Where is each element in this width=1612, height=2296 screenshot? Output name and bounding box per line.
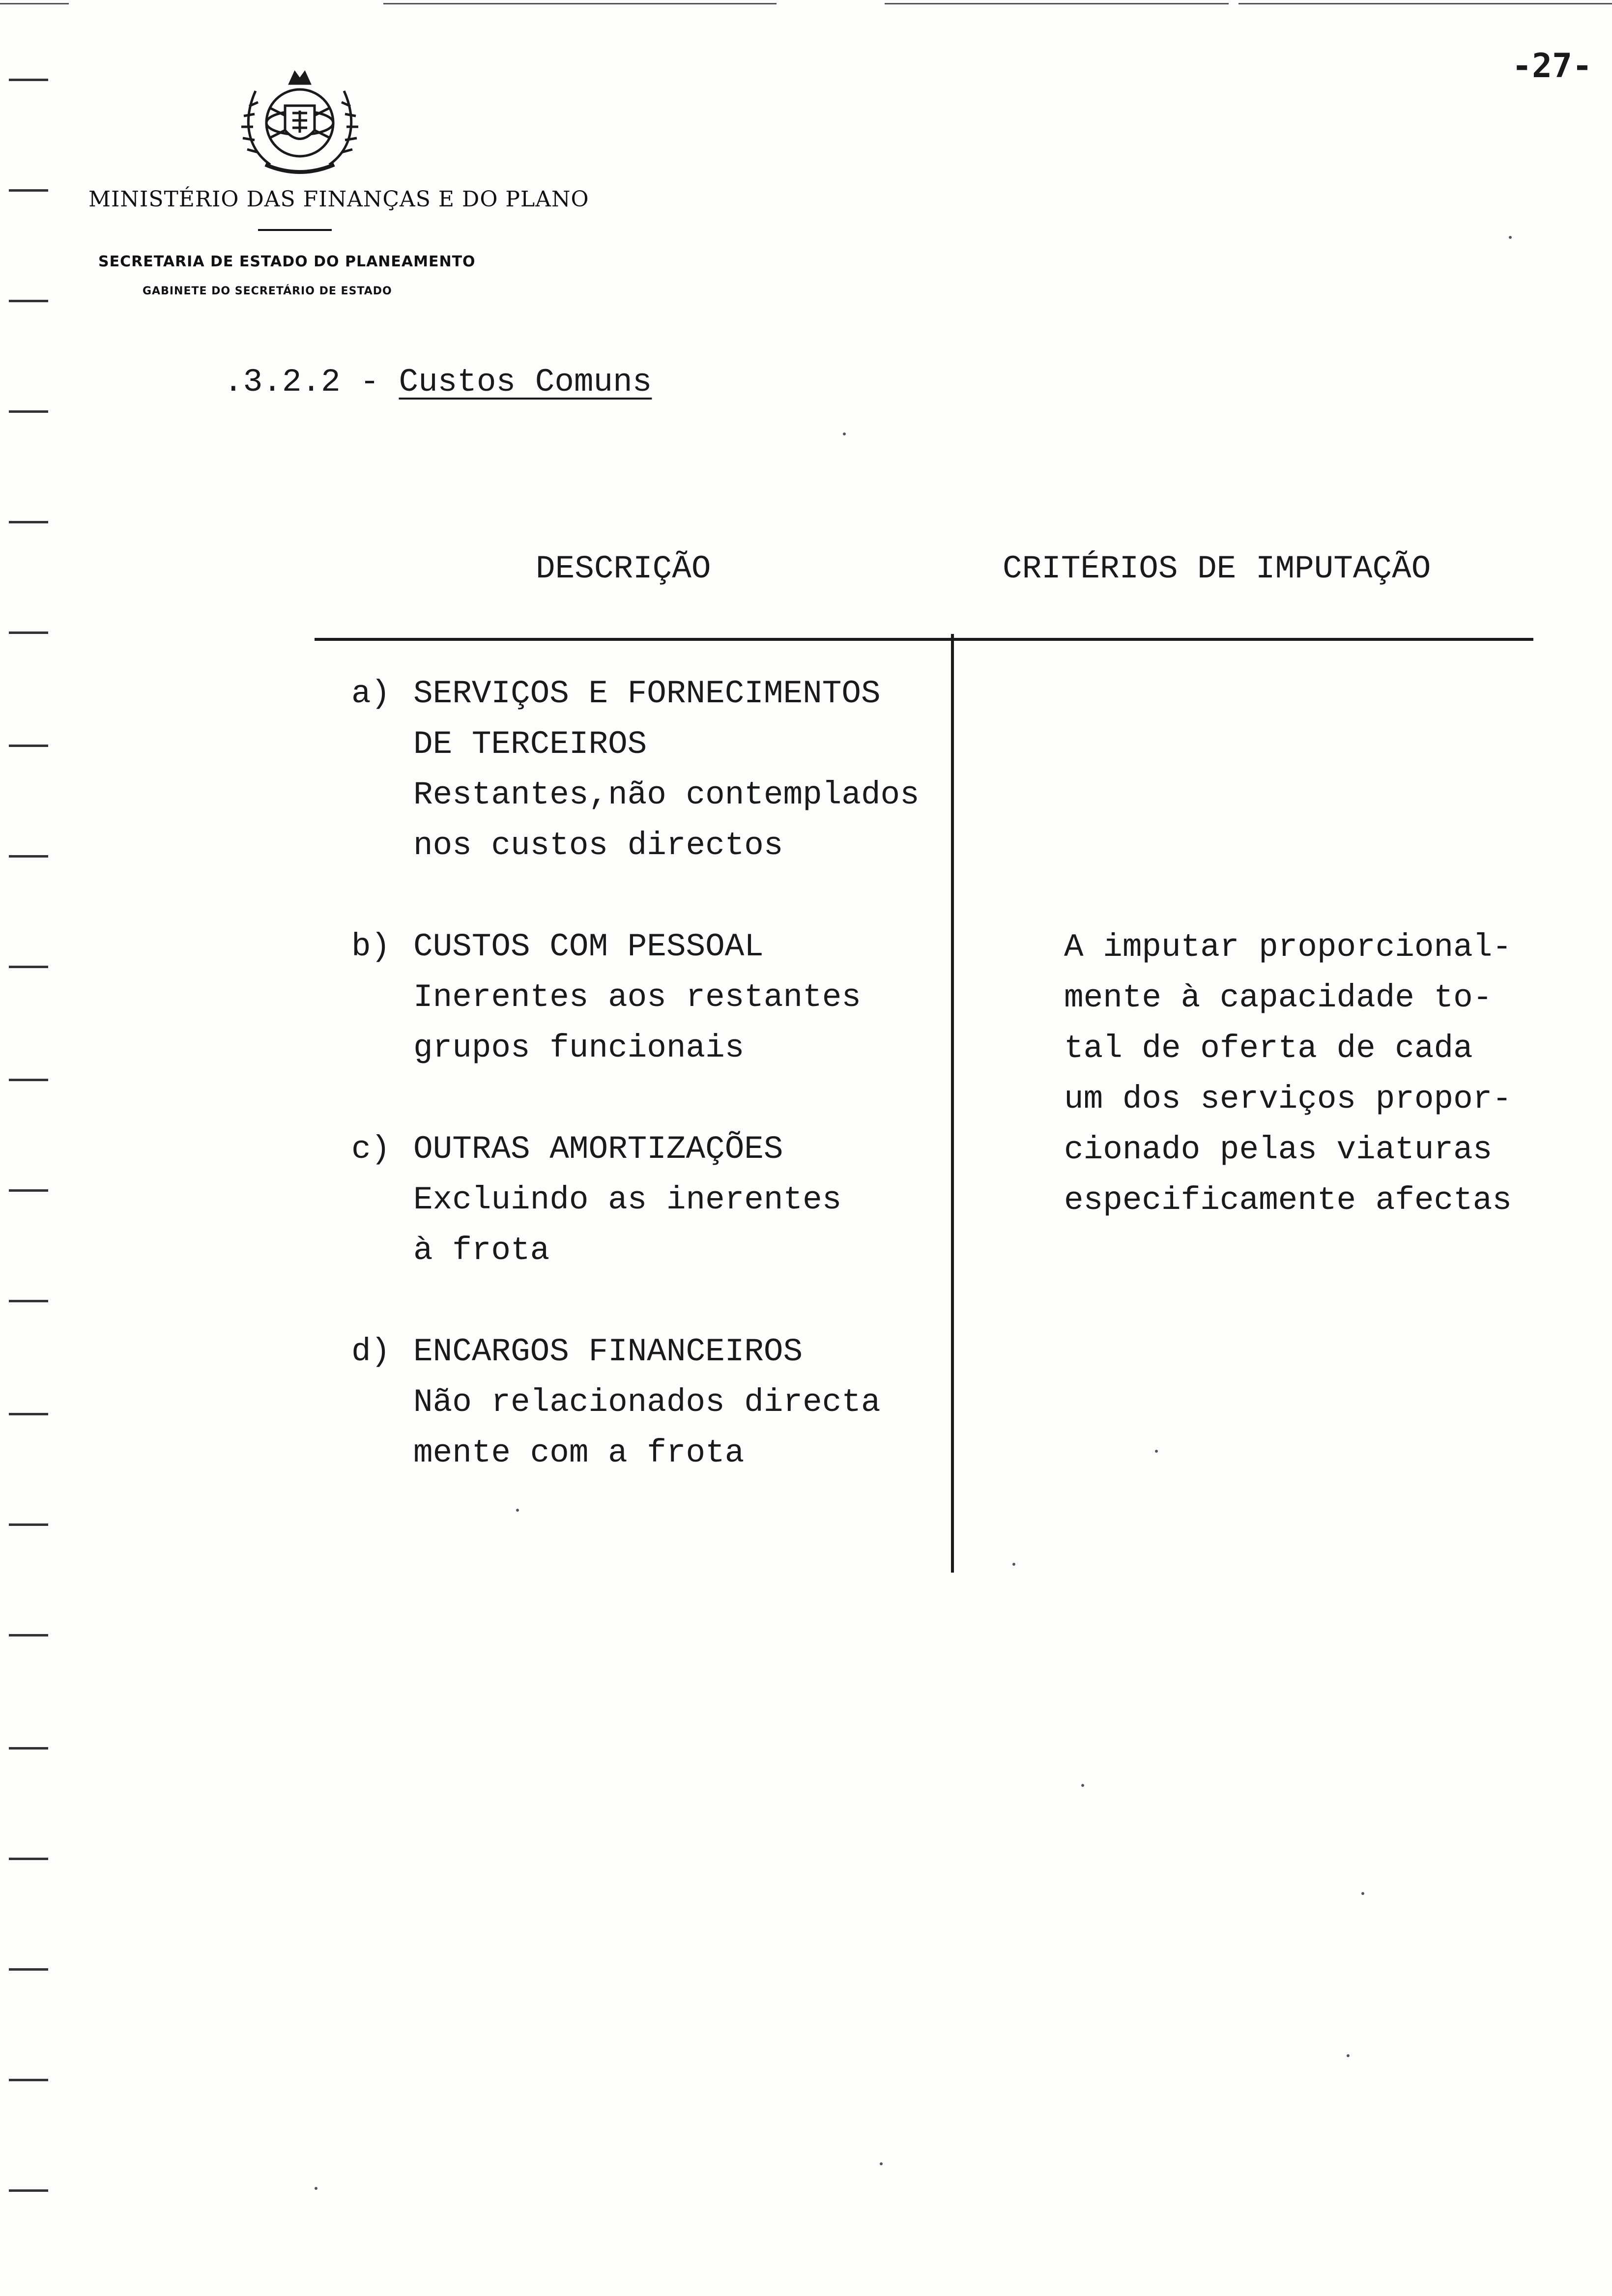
column-header-description: DESCRIÇÃO <box>536 550 711 587</box>
margin-mark <box>9 79 48 81</box>
item-line: grupos funcionais <box>413 1030 745 1066</box>
scan-edge-rule <box>885 3 1229 4</box>
list-item <box>351 921 946 1073</box>
margin-mark <box>9 855 48 858</box>
item-line: OUTRAS AMORTIZAÇÕES <box>413 1131 783 1168</box>
item-line: CUSTOS COM PESSOAL <box>413 928 764 965</box>
item-marker: d) <box>351 1333 391 1370</box>
scan-speck <box>315 2187 317 2190</box>
margin-mark <box>9 2189 48 2192</box>
scan-speck <box>1347 2054 1350 2057</box>
item-line: Restantes,não contemplados <box>413 776 920 813</box>
item-line: Excluindo as inerentes <box>413 1181 842 1218</box>
scan-edge-rule <box>383 3 777 4</box>
item-line: mente com a frota <box>413 1435 745 1471</box>
criteria-line: mente à capacidade to- <box>1064 979 1493 1016</box>
section-heading <box>224 364 652 401</box>
margin-mark <box>9 189 48 192</box>
margin-mark <box>9 1413 48 1415</box>
item-line: nos custos directos <box>413 827 783 864</box>
margin-mark <box>9 1523 48 1526</box>
margin-mark <box>9 300 48 302</box>
column-header-criteria: CRITÉRIOS DE IMPUTAÇÃO <box>1003 550 1431 587</box>
scan-speck <box>1155 1450 1158 1453</box>
margin-mark <box>9 1300 48 1302</box>
margin-mark <box>9 745 48 747</box>
scan-speck <box>516 1509 519 1512</box>
description-list <box>351 668 946 1529</box>
coat-of-arms-icon <box>236 64 364 177</box>
margin-mark <box>9 1079 48 1081</box>
ministry-name: MINISTÉRIO DAS FINANÇAS E DO PLANO <box>88 187 589 212</box>
margin-mark <box>9 1634 48 1636</box>
margin-mark <box>9 521 48 523</box>
item-marker: a) <box>351 675 391 712</box>
scan-speck <box>1081 1784 1084 1787</box>
criteria-text <box>1064 922 1595 1226</box>
criteria-line: cionado pelas viaturas <box>1064 1131 1493 1168</box>
criteria-line: um dos serviços propor- <box>1064 1081 1512 1118</box>
margin-mark <box>9 1189 48 1192</box>
criteria-line: tal de oferta de cada <box>1064 1030 1473 1067</box>
item-line: SERVIÇOS E FORNECIMENTOS <box>413 675 881 712</box>
list-item <box>351 1124 946 1276</box>
margin-mark <box>9 1968 48 1971</box>
margin-mark <box>9 1747 48 1750</box>
scan-speck <box>1012 1563 1015 1566</box>
criteria-line: A imputar proporcional- <box>1064 929 1512 966</box>
list-item <box>351 668 946 871</box>
scan-speck <box>880 2162 883 2165</box>
scan-edge-rule <box>0 3 69 4</box>
item-marker: b) <box>351 928 391 965</box>
item-line: Inerentes aos restantes <box>413 979 861 1016</box>
section-number: .3.2.2 - <box>224 364 399 401</box>
item-line: DE TERCEIROS <box>413 726 647 763</box>
item-line: ENCARGOS FINANCEIROS <box>413 1333 803 1370</box>
margin-mark <box>9 410 48 413</box>
item-line: à frota <box>413 1232 550 1269</box>
secretaria-name: SECRETARIA DE ESTADO DO PLANEAMENTO <box>98 253 476 270</box>
margin-mark <box>9 966 48 968</box>
section-title: Custos Comuns <box>399 364 652 401</box>
gabinete-name: GABINETE DO SECRETÁRIO DE ESTADO <box>143 285 392 297</box>
table-header-rule <box>315 638 1533 641</box>
scan-speck <box>1509 236 1512 239</box>
margin-mark <box>9 1858 48 1860</box>
criteria-line: especificamente afectas <box>1064 1182 1512 1219</box>
scan-speck <box>1361 1892 1364 1895</box>
ministry-divider <box>258 229 332 231</box>
list-item <box>351 1326 946 1478</box>
margin-mark <box>9 631 48 634</box>
page-number: -27- <box>1512 47 1592 86</box>
item-marker: c) <box>351 1131 391 1168</box>
table-column-divider <box>951 634 954 1573</box>
scan-edge-rule <box>1238 3 1612 4</box>
item-line: Não relacionados directa <box>413 1384 881 1421</box>
scan-speck <box>843 432 846 435</box>
margin-mark <box>9 2079 48 2081</box>
